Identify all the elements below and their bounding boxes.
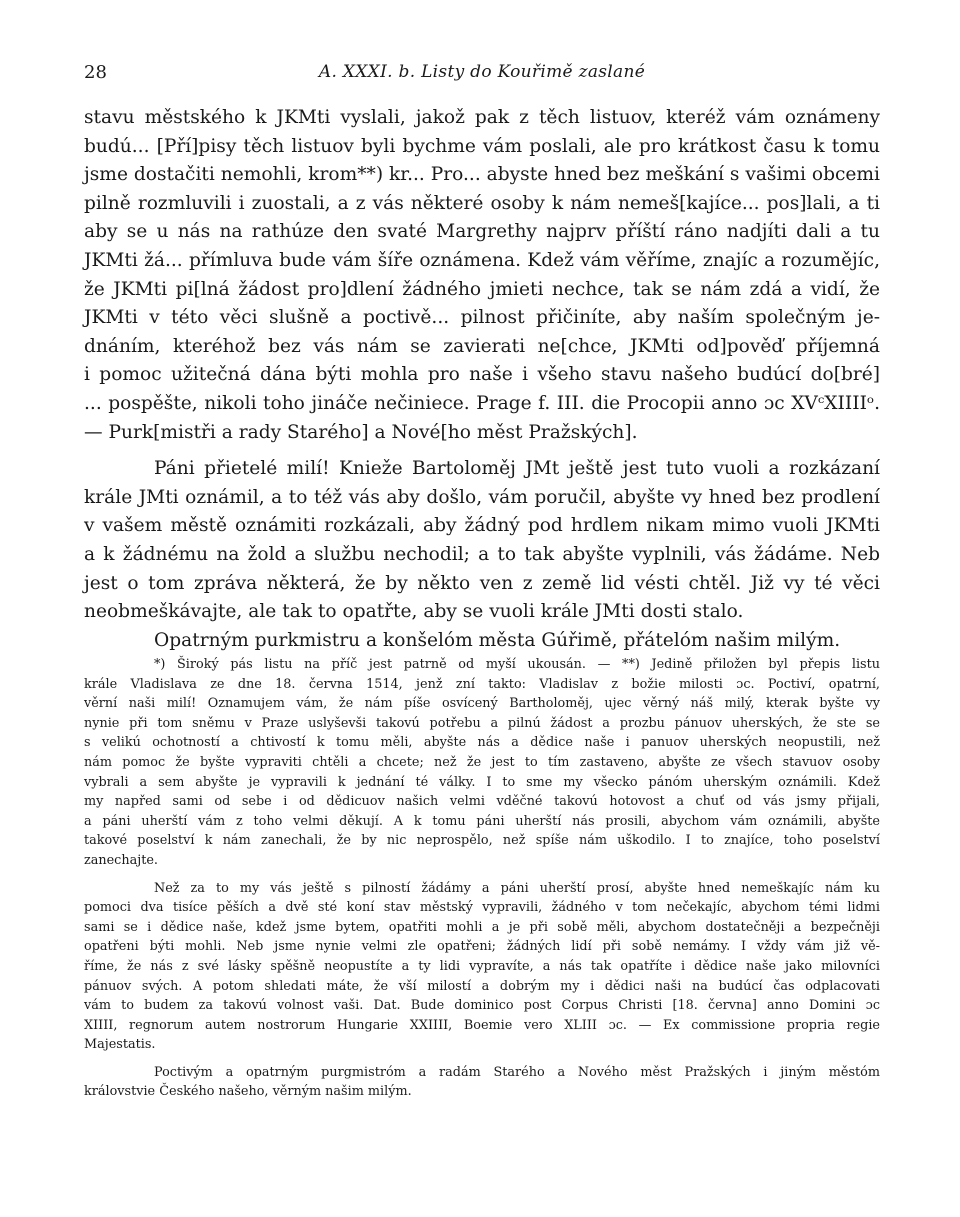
- footnote-line: opatřeni býti mohli. Neb jsme nynie velmi zle opatřeni; žádných lidí při sobě nemámy. I vždy vám již vě-: [84, 939, 880, 955]
- footnote-paragraph-2: [84, 879, 880, 1055]
- footnotes: [84, 655, 880, 1102]
- footnote-line: *) Široký pás listu na příč jest patrně od myší ukousán. — **) Jedině přiložen byl přepis listu: [154, 657, 880, 672]
- letter-2-address: Opatrným purkmistru a konšelóm města Gúřimě, přátelóm našim milým.: [154, 629, 841, 651]
- text-line: aby se u nás na rathúze den svaté Margrethy najprv příští ráno nadjíti dali a tu: [84, 221, 880, 243]
- text-line: dnáním, kteréhož bez vás nám se zavierati ne[chce, JKMti od]pověď příjemná: [84, 335, 880, 357]
- text-line: neobmeškávajte, ale tak to opatřte, aby se vuoli krále JMti dosti stalo.: [84, 601, 744, 623]
- text-line: Páni přietelé milí! Knieže Bartoloměj JMt ještě jest tuto vuoli a rozkázaní: [154, 458, 880, 480]
- text-line: — Purk[mistři a rady Starého] a Nové[ho měst Pražských].: [84, 421, 638, 443]
- text-line: v vašem městě oznámiti rozkázali, aby žádný pod hrdlem nikam mimo vuoli JKMti: [84, 515, 880, 537]
- footnote-line: královstvie Českého našeho, věrným našim milým.: [84, 1084, 412, 1100]
- running-title: A. XXXI. b. Listy do Kouřimě zaslané: [318, 62, 646, 82]
- letter-1: [84, 104, 880, 447]
- footnote-line: Majestatis.: [84, 1037, 156, 1053]
- footnote-line: nynie při tom sněmu v Praze uslyševši takovú potřebu a pilnú žádost a prozbu pánuov uherských, že ste se: [84, 715, 880, 731]
- text-line: i pomoc užitečná dána býti mohla pro naše i všeho stavu našeho budúcí do[bré]: [84, 364, 880, 386]
- text-line: že JKMti pi[lná žádost pro]dlení žádného jmieti nechce, tak se nám zdá a vidí, že: [84, 278, 880, 300]
- footnote-line: Poctivým a opatrným purgmistróm a radám Starého a Nového měst Pražských i jiným městóm: [154, 1064, 880, 1080]
- text-line: ... pospěšte, nikoli toho jináče nečiniece. Prage f. III. die Procopii anno ɔc XVᶜXIIIIᵒ.: [84, 392, 880, 414]
- footnote-line: pánuov svých. A potom shledati máte, že vší milostí a dobrým my i dědici naši na budúcí čas odplacovati: [84, 978, 880, 994]
- text-line: pilně rozmluvili i zuostali, a z vás některé osoby k nám nemeš[kajíce... pos]lali, a ti: [84, 192, 880, 214]
- footnote-line: takové poselství k nám zanechali, že by nic neprospělo, než spíše nám uškodilo. I to znajíce, toho poselství: [84, 833, 880, 849]
- footnote-paragraph-1: [84, 655, 880, 871]
- footnote-line: říme, že nás z své lásky spěšně neopustíte a ty lidi vypravíte, a nás tak opatříte i dědice naše jako milovníci: [84, 958, 880, 974]
- footnote-line: my napřed sami od sebe i od dědicuov našich velmi vděčné takovú hotovost a chuť od vás jsmy přijali,: [84, 794, 880, 810]
- text-line: jsme dostačiti nemohli, krom**) kr... Pro... abyste hned bez meškání s vašimi obcemi: [84, 164, 880, 186]
- text-line: stavu městského k JKMti vyslali, jakož pak z těch listuov, kteréž vám oznámeny: [84, 107, 880, 128]
- footnote-line: věrní naši milí! Oznamujem vám, že nám píše osvícený Bartholoměj, ujec věrný náš milý, kterak byšte vy: [84, 696, 880, 712]
- text-line: budú... [Pří]pisy těch listuov byli bychme vám poslali, ale pro krátkost času k tomu: [84, 135, 880, 157]
- main-text: [84, 104, 880, 655]
- footnote-line: Než za to my vás ještě s pilností žádámy a páni uherští prosí, abyšte hned nemeškajíc nám ku: [154, 880, 880, 896]
- text-line: jest o tom zpráva některá, že by někto ven z země lid vésti chtěl. Již vy té věci: [84, 572, 880, 594]
- footnote-paragraph-3: [84, 1063, 880, 1102]
- footnote-line: XIIII, regnorum autem nostrorum Hungarie XXIIII, Boemie vero XLIII ɔc. — Ex commissione propria regie: [84, 1017, 880, 1033]
- footnote-line: vybrali a sem abyšte je vypravili k jednání té války. I to sme my všecko pánóm uherským oznámili. Kdež: [84, 774, 880, 790]
- footnote-line: nám pomoc že byšte vypraviti chtěli a chcete; než že jest to tím zastaveno, abyšte ze všech stavuov osoby: [84, 754, 880, 770]
- text-line: a k žádnému na žold a službu nechodil; a to tak abyšte vyplnili, vás žádáme. Neb: [84, 543, 880, 565]
- text-line: krále JMti oznámil, a to též vás aby došlo, vám poručil, abyšte vy hned bez prodlení: [84, 486, 880, 508]
- footnote-line: pomoci dva tisíce pěších a dvě sté koní stav městský vypravili, žádného v tom nečekajíc, abychom témi lidmi: [84, 900, 880, 916]
- page-number: 28: [84, 62, 107, 83]
- text-line: JKMti v této věci slušně a poctivě... pilnost přičiníte, aby naším společným je-: [84, 307, 880, 329]
- page-header: [84, 62, 880, 86]
- footnote-line: zanechajte.: [84, 852, 158, 868]
- letter-2: [84, 455, 880, 627]
- footnote-line: krále Vladislava ze dne 18. června 1514, jenž zní takto: Vladislav z božie milosti ɔc. Poctiví, opatrní,: [84, 676, 880, 692]
- footnote-line: vám to budem za takovú volnost vaši. Dat. Bude dominico post Corpus Christi [18. června] anno Domini ɔc: [84, 998, 880, 1014]
- footnote-line: a páni uherští vám z toho velmi děkují. A k tomu páni uherští nás prosili, abychom vám oznámili, abyšte: [84, 813, 880, 829]
- footnote-line: s velikú ochotností a chtivostí k tomu měli, abyšte nás a dědice naše i panuov uherských neopustili, než: [84, 735, 880, 751]
- text-line: JKMti žá... přímluva bude vám šíře oznámena. Kdež vám věříme, znajíc a rozumějíc,: [84, 249, 880, 271]
- footnote-line: sami se i dědice naše, kdež jsme bytem, opatřiti mohli a je při sobě měli, abychom dostatečněji a bezpečněji: [84, 919, 880, 935]
